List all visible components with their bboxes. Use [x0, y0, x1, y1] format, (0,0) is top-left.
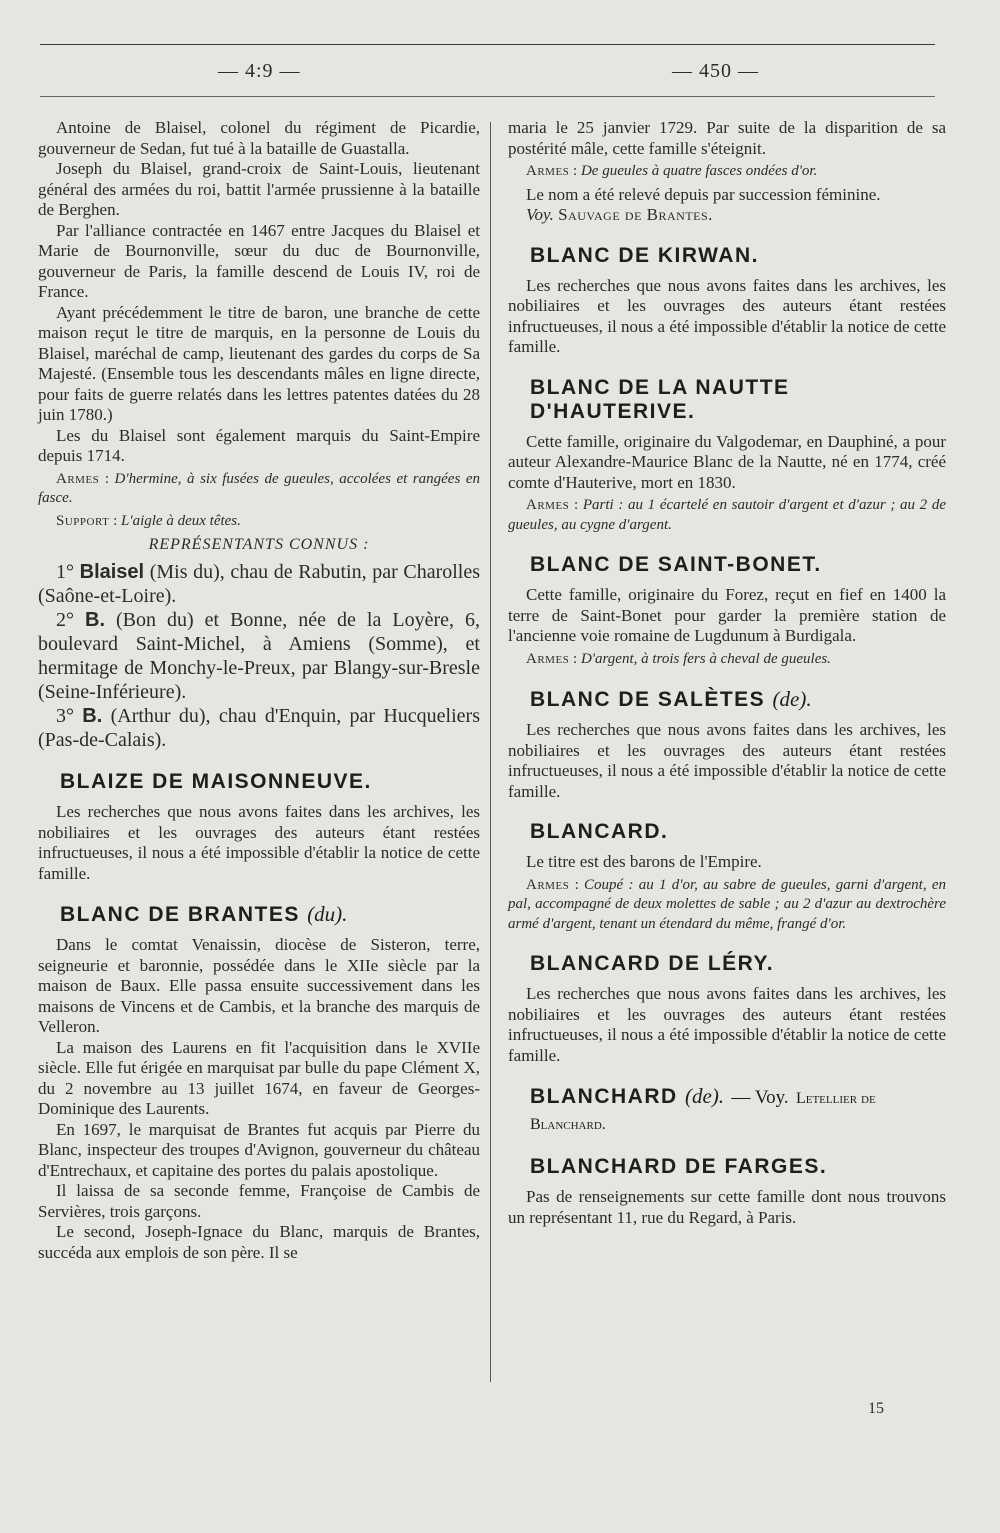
rep-address: , chau de Rabutin, par Charolles (Saône-et-Loire). — [38, 561, 481, 607]
voy-line — [508, 205, 946, 226]
paragraph: Antoine de Blaisel, colonel du régiment de Picardie, gouverneur de Sedan, fut tué à la bataille de Guastalla. — [38, 118, 480, 158]
rep-name: B. — [85, 609, 105, 631]
top-rule — [40, 44, 935, 45]
armes-label: Armes — [526, 163, 570, 179]
armes-text: De gueules à quatre fasces ondées d'or. — [580, 163, 818, 179]
rep-title: (Mis du) — [149, 561, 220, 583]
paragraph: Les recherches que nous avons faites dans les archives, les nobiliaires et les ouvrages des auteurs étant restées infructueuses, il nous a été impossible d'établir la notice de cette famille. — [508, 720, 946, 801]
right-column — [508, 118, 946, 1228]
armes-line: Armes : Coupé : au 1 d'or, au sabre de gueules, garni d'argent, en pal, accompagné de deux molettes de sable ; au 2 d'azur au dextrochère armé d'argent, tenant un étendard du même, frangé d'or. — [508, 876, 946, 932]
heading-blanc-de-saletes — [530, 687, 946, 712]
paragraph: Il laissa de sa seconde femme, Françoise de Cambis de Servières, trois garçons. — [38, 1181, 480, 1221]
voy-reference: Letellier de Blanchard. — [530, 1090, 876, 1133]
rep-name: B. — [82, 705, 103, 727]
heading-text: BLANCHARD — [530, 1085, 678, 1108]
heading-blanc-de-kirwan: BLANC DE KIRWAN. — [530, 243, 759, 267]
column-divider — [490, 122, 491, 1382]
paragraph: Pas de renseignements sur cette famille dont nous trouvons un représentant 11, rue du Regard, à Paris. — [508, 1187, 946, 1227]
support-label: Support — [56, 512, 110, 529]
representants-heading: REPRÉSENTANTS CONNUS : — [148, 536, 370, 553]
heading-text: BLANC DE SALÈTES — [530, 688, 766, 711]
heading-blanchard-de-farges: BLANCHARD DE FARGES. — [530, 1155, 828, 1178]
left-column — [38, 118, 480, 1263]
heading-particle: (de). — [772, 687, 812, 711]
armes-text: Coupé : au 1 d'or, au sabre de gueules, garni d'argent, en pal, accompagné de deux molettes de sable ; au 2 d'azur au dextrochère armé d'argent, tenant un étendard du même, frangé d'or. — [508, 876, 946, 932]
armes-text: D'hermine, à six fusées de gueules, accolées et rangées en fasce. — [38, 470, 480, 506]
heading-blancard: BLANCARD. — [530, 820, 669, 843]
paragraph: Cette famille, originaire du Forez, reçut en fief en 1400 la terre de Saint-Bonet pour garder la première station de l'ancienne voie romaine de Lugdunum à Burdigala. — [508, 585, 946, 645]
rep-address: (Arthur du), chau d'Enquin, par Hucqueliers (Pas-de-Calais). — [38, 705, 480, 751]
paragraph: Ayant précédemment le titre de baron, une branche de cette maison reçut le titre de marquis, en la personne de Louis du Blaisel, maréchal de camp, lieutenant des gardes du corps de Sa Majesté. (Ensemble tous les descendants mâles en ligne directe, pour faits de guerre relatés dans les lettres patentes datées du 28 juin 1780.) — [38, 302, 480, 424]
heading-blanc-de-la-nautte: BLANC DE LA NAUTTE D'HAUTERIVE. — [530, 375, 790, 423]
armes-line: Armes : De gueules à quatre fasces ondées d'or. — [526, 163, 818, 179]
voy-label: Voy. — [526, 205, 554, 224]
heading-particle: (du). — [307, 902, 348, 926]
paragraph: Le nom a été relevé depuis par succession féminine. — [526, 184, 881, 204]
rep-number: 1° — [56, 561, 74, 583]
rep-name: Blaisel — [79, 561, 145, 583]
paragraph: Joseph du Blaisel, grand-croix de Saint-Louis, lieutenant général des armées du roi, battit l'armée prussienne à la bataille de Berghen. — [38, 159, 480, 219]
paragraph: Les recherches que nous avons faites dans les archives, les nobiliaires et les ouvrages des auteurs étant restées infructueuses, il nous a été impossible d'établir la notice de cette famille. — [508, 984, 946, 1065]
paragraph: Le second, Joseph-Ignace du Blanc, marquis de Brantes, succéda aux emplois de son père. Il se — [38, 1222, 480, 1262]
armes-label: Armes — [526, 650, 570, 667]
armes-label: Armes — [56, 470, 100, 487]
armes-label: Armes — [526, 876, 570, 893]
support-text: L'aigle à deux têtes. — [121, 512, 241, 529]
heading-blancard-de-lery: BLANCARD DE LÉRY. — [530, 952, 775, 975]
rep-address: (Bon du) et Bonne, née de la Loyère, 6, boulevard Saint-Michel, à Amiens (Somme), et hermitage de Monchy-le-Preux, par Blangy-sur-Bresle (Seine-Inférieure). — [38, 609, 480, 703]
heading-blanchard — [530, 1084, 946, 1137]
paragraph: Dans le comtat Venaissin, diocèse de Sisteron, terre, seigneurie et baronnie, possédée dans le XIIe siècle par la maison de Baux. Elle passa ensuite successivement dans les maisons de Vincens et de Cambis, et la branche des marquis de Velleron. — [38, 935, 480, 1036]
voy-label: — Voy. — [731, 1087, 789, 1108]
paragraph: Le titre est des barons de l'Empire. — [526, 852, 762, 871]
paragraph: En 1697, le marquisat de Brantes fut acquis par Pierre du Blanc, inspecteur des troupes d'Avignon, gouverneur du château d'Entrechaux, et capitaine des portes du palais apostolique. — [38, 1119, 480, 1180]
heading-blanc-de-brantes — [60, 902, 480, 927]
armes-line: Armes : D'hermine, à six fusées de gueules, accolées et rangées en fasce. — [38, 470, 480, 506]
paragraph: Cette famille, originaire du Valgodemar, en Dauphiné, a pour auteur Alexandre-Maurice Blanc de la Nautte, né en 1774, créé comte d'Hauterive, mort en 1830. — [508, 431, 946, 492]
heading-particle: (de). — [685, 1084, 725, 1108]
heading-text: BLANC DE BRANTES — [60, 903, 300, 926]
representant-2 — [38, 608, 480, 704]
armes-label: Armes — [526, 497, 570, 513]
armes-text: Parti : au 1 écartelé en sautoir d'argent et d'azur ; au 2 de gueules, au cygne d'argent. — [508, 497, 946, 533]
paragraph: La maison des Laurens en fit l'acquisition dans le XVIIe siècle. Elle fut érigée en marquisat par bulle du pape Clément X, du 2 novembre au 13 juillet 1674, en faveur de Georges-Dominique des Laurents. — [38, 1037, 480, 1118]
armes-line: Armes : Parti : au 1 écartelé en sautoir d'argent et d'azur ; au 2 de gueules, au cygne d'argent. — [508, 497, 946, 533]
armes-line: Armes : D'argent, à trois fers à cheval de gueules. — [526, 650, 831, 667]
armes-text: D'argent, à trois fers à cheval de gueules. — [580, 650, 831, 667]
voy-reference: Sauvage de Brantes. — [558, 205, 713, 224]
representant-3 — [38, 704, 480, 752]
paragraph: Les recherches que nous avons faites dans les archives, les nobiliaires et les ouvrages des auteurs étant restées infructueuses, il nous a été impossible d'établir la notice de cette famille. — [508, 275, 946, 356]
rep-number: 3° — [56, 705, 74, 727]
paragraph: Les recherches que nous avons faites dans les archives, les nobiliaires et les ouvrages des auteurs étant restées infructueuses, il nous a été impossible d'établir la notice de cette famille. — [38, 802, 480, 883]
paragraph: Par l'alliance contractée en 1467 entre Jacques du Blaisel et Marie de Bournonville, sœur du duc de Bournonville, gouverneur de Paris, la famille descend de Louis IV, roi de France. — [38, 220, 480, 301]
support-line: Support : L'aigle à deux têtes. — [56, 512, 241, 529]
heading-blaize-de-maisonneuve: BLAIZE DE MAISONNEUVE. — [60, 770, 372, 793]
heading-blanc-de-saint-bonet: BLANC DE SAINT-BONET. — [530, 553, 822, 576]
right-page-number: — 450 — — [672, 60, 759, 82]
representant-1 — [38, 560, 480, 608]
paragraph: Les du Blaisel sont également marquis du Saint-Empire depuis 1714. — [38, 425, 480, 465]
paragraph: maria le 25 janvier 1729. Par suite de la disparition de sa postérité mâle, cette famille s'éteignit. — [508, 118, 946, 158]
header-rule — [40, 96, 935, 97]
left-page-number: — 4:9 — — [218, 60, 301, 82]
sheet-number: 15 — [868, 1400, 884, 1417]
rep-number: 2° — [56, 609, 74, 631]
